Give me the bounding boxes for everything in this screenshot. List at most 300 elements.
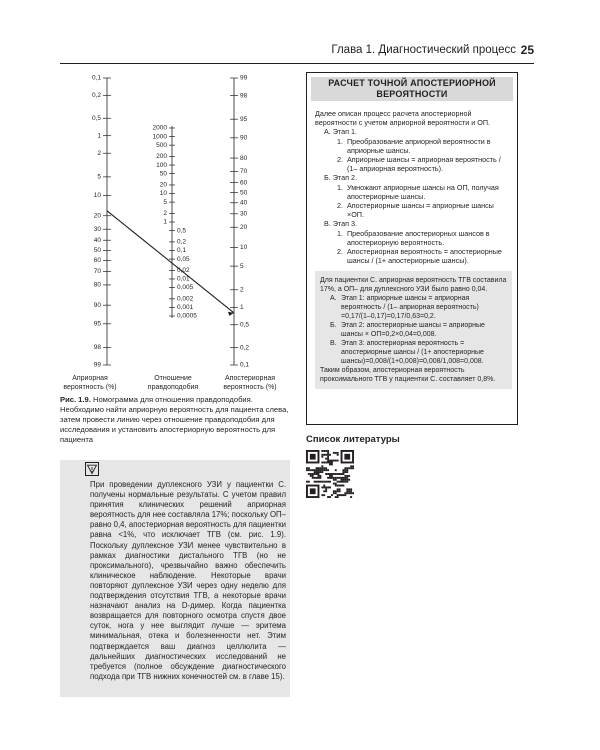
qr-module: [331, 463, 333, 465]
qr-module: [337, 488, 339, 490]
posttest-tick-label: 20: [240, 223, 248, 231]
references-title: Список литературы: [306, 434, 400, 445]
qr-module: [337, 473, 339, 475]
qr-module: [323, 469, 325, 471]
qr-module: [350, 488, 352, 490]
qr-module: [327, 496, 329, 498]
stage-items: [337, 137, 512, 174]
qr-module: [321, 486, 323, 488]
qr-module: [323, 490, 325, 492]
qr-module: [325, 469, 327, 471]
qr-module: [327, 456, 329, 458]
stage-label: В. Этап 3.: [324, 219, 358, 229]
likelihood-tick-label: 1000: [152, 133, 167, 141]
qr-module: [350, 490, 352, 492]
qr-module: [344, 479, 346, 481]
likelihood-tick-label: 0,01: [177, 275, 190, 283]
qr-module: [329, 463, 331, 465]
qr-module: [339, 473, 341, 475]
qr-module: [344, 469, 346, 471]
case-box: [60, 460, 290, 697]
qr-module: [308, 481, 310, 483]
nomogram-middle-caption: Отношение правдоподобия: [147, 375, 199, 391]
qr-module: [321, 471, 323, 473]
qr-module: [314, 471, 316, 473]
qr-module: [337, 477, 339, 479]
qr-module: [323, 467, 325, 469]
qr-module: [323, 462, 325, 464]
qr-module: [321, 469, 323, 471]
qr-module: [316, 481, 318, 483]
qr-module: [321, 494, 323, 496]
nomogram: [60, 70, 300, 390]
qr-module: [325, 454, 327, 456]
qr-module: [344, 481, 346, 483]
qr-module: [306, 481, 308, 483]
qr-module: [325, 488, 327, 490]
qr-module: [331, 477, 333, 479]
posttest-tick-label: 98: [240, 92, 248, 100]
header-rule: [60, 63, 534, 64]
qr-module: [321, 481, 323, 483]
qr-module: [308, 469, 310, 471]
qr-module: [333, 483, 335, 485]
qr-module: [327, 481, 329, 483]
qr-module: [339, 477, 341, 479]
qr-module: [323, 494, 325, 496]
likelihood-tick-label: 0,005: [177, 284, 194, 292]
qr-module: [325, 473, 327, 475]
posttest-tick-label: 10: [240, 244, 248, 252]
example-step-letter: А.: [330, 295, 337, 303]
likelihood-tick-label: 0,5: [177, 227, 187, 235]
qr-module: [325, 462, 327, 464]
qr-module: [341, 485, 343, 487]
posttest-tick-label: 0,2: [240, 344, 250, 352]
pretest-tick-label: 10: [93, 192, 101, 200]
stage-item: [337, 137, 512, 155]
figure-label: Рис. 1.9.: [60, 395, 91, 404]
qr-module: [325, 481, 327, 483]
posttest-tick-label: 50: [240, 189, 248, 197]
qr-module: [341, 481, 343, 483]
qr-finder-core: [310, 454, 316, 460]
qr-module: [325, 458, 327, 460]
qr-module: [329, 473, 331, 475]
qr-module: [350, 496, 352, 498]
qr-module: [327, 469, 329, 471]
example-step-letter: В.: [330, 340, 337, 348]
qr-module: [337, 452, 339, 454]
qr-module: [342, 494, 344, 496]
posttest-tick-label: 40: [240, 199, 248, 207]
sidebar-title: РАСЧЕТ ТОЧНОЙ АПОСТЕРИОРНОЙ ВЕРОЯТНОСТИ: [311, 77, 513, 101]
qr-module: [316, 477, 318, 479]
qr-module: [325, 467, 327, 469]
likelihood-tick-label: 100: [156, 161, 167, 169]
qr-module: [348, 488, 350, 490]
qr-module: [327, 454, 329, 456]
qr-module: [314, 473, 316, 475]
qr-module: [327, 473, 329, 475]
sidebar-box: [306, 72, 518, 425]
qr-module: [337, 496, 339, 498]
pretest-tick-label: 30: [93, 225, 101, 233]
posttest-tick-label: 99: [240, 74, 248, 82]
qr-module: [316, 473, 318, 475]
qr-module: [348, 490, 350, 492]
posttest-tick-label: 60: [240, 179, 248, 187]
page-header: [0, 0, 600, 60]
qr-module: [341, 479, 343, 481]
qr-module: [329, 477, 331, 479]
qr-module: [344, 494, 346, 496]
likelihood-tick-label: 0,0005: [177, 312, 197, 320]
qr-module: [337, 490, 339, 492]
qr-module: [333, 473, 335, 475]
stage-item: [337, 229, 512, 247]
posttest-tick-label: 2: [240, 286, 244, 294]
stage-items: [337, 229, 512, 266]
qr-module: [337, 460, 339, 462]
qr-module: [318, 475, 320, 477]
qr-module: [346, 492, 348, 494]
qr-module: [341, 494, 343, 496]
qr-module: [323, 450, 325, 452]
qr-module: [342, 485, 344, 487]
qr-module: [310, 473, 312, 475]
qr-module: [318, 471, 320, 473]
qr-module: [333, 490, 335, 492]
qr-module: [341, 477, 343, 479]
qr-module: [344, 492, 346, 494]
qr-module: [335, 485, 337, 487]
qr-module: [339, 490, 341, 492]
stage-item-number: 2.: [337, 247, 343, 257]
example-step-text: Этап 2: апостериорные шансы = априорные шансы × ОП=0,2×0,04=0,008.: [341, 322, 485, 339]
sidebar-intro: Далее описан процесс расчета апостериорной вероятности с учетом априорной вероятности и ОП.: [315, 109, 491, 128]
qr-module: [319, 469, 321, 471]
qr-module: [314, 469, 316, 471]
stage-label: А. Этап 1.: [324, 127, 358, 137]
chapter-title: Глава 1. Диагностический процесс: [331, 44, 516, 56]
pretest-tick-label: 98: [93, 344, 101, 352]
qr-module: [310, 469, 312, 471]
stage-item-text: Априорные шансы = априорная вероятность / (1– априорная вероятность).: [347, 155, 501, 174]
qr-module: [337, 485, 339, 487]
posttest-tick-label: 0,5: [240, 321, 250, 329]
qr-module: [319, 477, 321, 479]
pretest-tick-label: 99: [93, 361, 101, 369]
qr-module: [319, 475, 321, 477]
qr-module: [323, 481, 325, 483]
qr-module: [306, 469, 308, 471]
pretest-tick-label: 5: [97, 173, 101, 181]
likelihood-tick-label: 20: [159, 181, 167, 189]
qr-module: [335, 483, 337, 485]
qr-module: [321, 465, 323, 467]
qr-module: [327, 462, 329, 464]
qr-module: [350, 492, 352, 494]
pretest-tick-label: 70: [93, 268, 101, 276]
example-step: [330, 339, 507, 366]
qr-module: [337, 454, 339, 456]
qr-module: [335, 490, 337, 492]
example-conclusion: Таким образом, апостериорная вероятность проксимального ТГВ у пациентки С. составляет 0,8%.: [320, 367, 496, 384]
qr-module: [323, 485, 325, 487]
example-step-text: Этап 3: апостериорная вероятность = апостериорные шансы / (1+ апостериорные шансы)=0,008/(1+0,008)=0,008/1,008=0,008.: [341, 340, 484, 366]
stage-item-text: Преобразование апостериорных шансов в апостериорную вероятность.: [347, 228, 490, 247]
qr-module: [331, 494, 333, 496]
qr-module: [323, 486, 325, 488]
likelihood-tick-label: 200: [156, 153, 167, 161]
stage-label: Б. Этап 2.: [324, 173, 357, 183]
qr-module: [350, 465, 352, 467]
qr-module: [314, 481, 316, 483]
posttest-tick-label: 95: [240, 115, 248, 123]
figure-caption: [60, 395, 296, 445]
qr-module: [321, 462, 323, 464]
pretest-tick-label: 50: [93, 247, 101, 255]
qr-module: [331, 475, 333, 477]
likelihood-tick-label: 2000: [152, 124, 167, 132]
qr-module: [327, 477, 329, 479]
nomogram-line: [107, 211, 234, 313]
likelihood-tick-label: 0,05: [177, 255, 190, 263]
qr-module: [329, 481, 331, 483]
posttest-tick-label: 0,1: [240, 361, 250, 369]
qr-module: [331, 473, 333, 475]
qr-module: [325, 450, 327, 452]
qr-module: [335, 492, 337, 494]
likelihood-tick-label: 0,1: [177, 247, 187, 255]
example-step: [330, 294, 507, 321]
qr-module: [337, 494, 339, 496]
qr-module: [346, 469, 348, 471]
qr-module: [316, 467, 318, 469]
qr-module: [348, 492, 350, 494]
stage-item-text: Апостериорная вероятность = апостериорные шансы / (1+ апостериорные шансы).: [347, 247, 502, 266]
qr-module: [339, 488, 341, 490]
qr-module: [348, 479, 350, 481]
stage-item-number: 1.: [337, 136, 343, 146]
example-step: [330, 321, 507, 339]
qr-module: [342, 471, 344, 473]
qr-module: [318, 469, 320, 471]
qr-module: [346, 471, 348, 473]
likelihood-tick-label: 50: [159, 170, 167, 178]
qr-module: [319, 467, 321, 469]
qr-module: [346, 488, 348, 490]
likelihood-tick-label: 1: [163, 218, 167, 226]
posttest-tick-label: 80: [240, 154, 248, 162]
qr-module: [352, 492, 354, 494]
qr-module: [346, 481, 348, 483]
qr-module: [308, 473, 310, 475]
qr-module: [342, 481, 344, 483]
pretest-tick-label: 80: [93, 281, 101, 289]
qr-module: [335, 469, 337, 471]
qr-module: [339, 485, 341, 487]
qr-module: [333, 452, 335, 454]
stage-item-number: 1.: [337, 182, 343, 192]
sidebar-example: [315, 271, 512, 389]
likelihood-tick-label: 0,2: [177, 238, 187, 246]
qr-module: [350, 467, 352, 469]
example-step-text: Этап 1: априорные шансы = априорная вероятность / (1– априорная вероятность) =0,17/(1–0,17)=0,17/0,63=0,2.: [341, 295, 479, 321]
qr-module: [327, 460, 329, 462]
qr-module: [346, 479, 348, 481]
qr-module: [348, 475, 350, 477]
qr-module: [316, 469, 318, 471]
likelihood-tick-label: 500: [156, 141, 167, 149]
pretest-tick-label: 95: [93, 320, 101, 328]
qr-module: [333, 479, 335, 481]
qr-module: [335, 452, 337, 454]
qr-module: [337, 481, 339, 483]
warning-icon: [85, 462, 99, 476]
qr-module: [344, 471, 346, 473]
qr-module: [321, 450, 323, 452]
qr-module: [323, 454, 325, 456]
example-steps: [330, 294, 507, 366]
stage-item: [337, 247, 512, 265]
qr-module: [341, 473, 343, 475]
qr-module: [335, 496, 337, 498]
qr-module: [346, 477, 348, 479]
qr-module: [325, 486, 327, 488]
pretest-tick-label: 0,1: [91, 74, 101, 82]
qr-module: [321, 467, 323, 469]
qr-module: [333, 460, 335, 462]
stage-item-number: 2.: [337, 155, 343, 165]
qr-module: [314, 477, 316, 479]
qr-module: [329, 486, 331, 488]
qr-module: [329, 496, 331, 498]
qr-module: [318, 477, 320, 479]
qr-module: [329, 454, 331, 456]
qr-module: [312, 469, 314, 471]
figure-caption-text: Номограмма для отношения правдоподобия. Необходимо найти априорную вероятность для пациента слева, затем провести линию через отношение правдоподобия для исследования и установить апостериорную вероятность для пациента: [60, 395, 289, 444]
likelihood-tick-label: 0,02: [177, 267, 190, 275]
qr-module: [333, 477, 335, 479]
qr-module: [318, 467, 320, 469]
pretest-tick-label: 20: [93, 212, 101, 220]
qr-module: [329, 475, 331, 477]
stage-item-number: 1.: [337, 228, 343, 238]
example-intro: Для пациентки С. априорная вероятность ТГВ составила 17%, а ОП– для дуплексного УЗИ было равно 0,04.: [320, 277, 507, 294]
pretest-tick-label: 60: [93, 257, 101, 265]
qr-module: [346, 490, 348, 492]
qr-module: [306, 467, 308, 469]
qr-module: [327, 458, 329, 460]
posttest-tick-label: 5: [240, 262, 244, 270]
case-text: При проведении дуплексного УЗИ у пациентки С. получены нормальные результаты. С учетом правил принятия клинических решений априорная вероятность для нее составляла 17%; поскольку ОП– равно 0,4, апостериорная вероятность для пациентки равна <1%, что исключает ТГВ (см. рис. 1.9). Поскольку дуплексное УЗИ менее чувствительно в рамках диагностики дистального ТГВ (но не проксимального), чрезвычайно важно обеспечить клиническое наблюдение. Некоторые врачи повторяют дуплексное УЗИ через одну неделю для подтверждения отсутствия ТГВ, а некоторые врачи назначают анализ на D-димер. Когда пациентка возвращается для повторного осмотра спустя двое суток, нога у нее выглядит лучше — эритема минимальная, отека и болезненности нет. Этим подтверждается ваш диагноз целлюлита — дальнейших диагностических исследований не требуется (полное обсуждение диагностического подхода при ТГВ нижних конечностей см. в главе 15).: [90, 480, 286, 681]
pretest-tick-label: 2: [97, 149, 101, 157]
pretest-tick-label: 0,5: [91, 114, 101, 122]
stage-item-number: 2.: [337, 201, 343, 211]
posttest-tick-label: 30: [240, 210, 248, 218]
qr-module: [329, 462, 331, 464]
qr-module: [335, 479, 337, 481]
posttest-tick-label: 1: [240, 304, 244, 312]
posttest-tick-label: 70: [240, 168, 248, 176]
stage-item-text: Умножают априорные шансы на ОП, получая апостериорные шансы.: [347, 182, 499, 201]
qr-module: [352, 467, 354, 469]
qr-module: [310, 475, 312, 477]
qr-module: [333, 492, 335, 494]
qr-finder-core: [310, 488, 316, 494]
pretest-tick-label: 40: [93, 236, 101, 244]
qr-module: [346, 467, 348, 469]
qr-module: [327, 450, 329, 452]
pretest-tick-label: 1: [97, 132, 101, 140]
qr-module: [344, 475, 346, 477]
qr-module: [342, 473, 344, 475]
qr-module: [342, 469, 344, 471]
qr-module: [319, 481, 321, 483]
qr-module: [331, 462, 333, 464]
qr-module: [346, 475, 348, 477]
likelihood-tick-label: 0,002: [177, 295, 194, 303]
stage-item: [337, 155, 512, 173]
stage-item: [337, 183, 512, 201]
qr-module: [342, 479, 344, 481]
qr-module: [335, 477, 337, 479]
likelihood-tick-label: 0,001: [177, 304, 194, 312]
qr-module: [321, 456, 323, 458]
qr-module: [327, 452, 329, 454]
stage-items: [337, 183, 512, 220]
qr-module: [327, 486, 329, 488]
likelihood-tick-label: 2: [163, 210, 167, 218]
qr-module: [308, 467, 310, 469]
qr-module: [344, 467, 346, 469]
nomogram-right-caption: Апостериорная вероятность (%): [223, 375, 277, 391]
stage-item-text: Преобразование априорной вероятности в априорные шансы.: [347, 136, 491, 155]
likelihood-tick-label: 10: [159, 190, 167, 198]
qr-module: [312, 477, 314, 479]
qr-module: [329, 460, 331, 462]
qr-module: [321, 454, 323, 456]
likelihood-tick-label: 5: [163, 198, 167, 206]
qr-code[interactable]: [306, 450, 354, 498]
qr-module: [316, 471, 318, 473]
qr-module: [335, 473, 337, 475]
stage-item: [337, 201, 512, 219]
qr-module: [319, 471, 321, 473]
qr-module: [318, 481, 320, 483]
qr-module: [344, 477, 346, 479]
qr-module: [339, 481, 341, 483]
qr-module: [325, 490, 327, 492]
qr-module: [312, 475, 314, 477]
page-number: 25: [520, 43, 534, 57]
stage-item-text: Апостериорные шансы = априорные шансы ×ОП.: [347, 201, 494, 220]
qr-module: [335, 460, 337, 462]
example-step-letter: Б.: [330, 322, 337, 330]
posttest-tick-label: 90: [240, 134, 248, 142]
nomogram-left-caption: Априорная вероятность (%): [63, 375, 117, 391]
qr-module: [312, 473, 314, 475]
pretest-tick-label: 90: [93, 301, 101, 309]
pretest-tick-label: 0,2: [91, 92, 101, 100]
qr-module: [331, 460, 333, 462]
sidebar-stages: [315, 127, 512, 265]
qr-finder-core: [344, 454, 350, 460]
qr-module: [352, 465, 354, 467]
qr-module: [339, 494, 341, 496]
